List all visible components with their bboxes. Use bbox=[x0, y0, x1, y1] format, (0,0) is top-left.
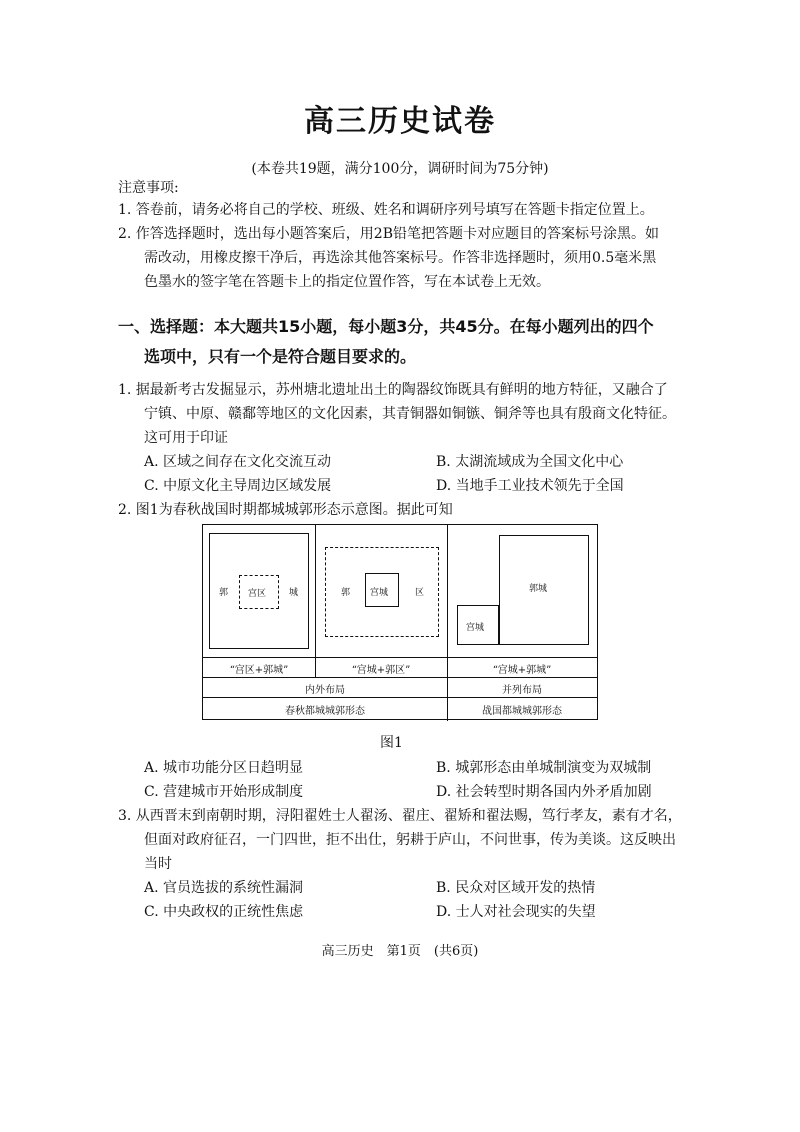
note-item-1: 1. 答卷前，请务必将自己的学校、班级、姓名和调研序列号填写在答题卡指定位置上。 bbox=[118, 202, 654, 218]
q2-option-d[interactable]: D. 社会转型时期各国内外矛盾加剧 bbox=[436, 784, 652, 800]
figure-row-line bbox=[203, 697, 597, 698]
q3-option-d[interactable]: D. 士人对社会现实的失望 bbox=[436, 904, 596, 920]
figure-row-line bbox=[203, 677, 597, 678]
notes-heading: 注意事项: bbox=[118, 180, 179, 196]
panel1-label-inner: 宫区 bbox=[248, 589, 267, 599]
q3-stem-line3: 当时 bbox=[144, 856, 172, 872]
figure-period-1: 春秋都城城郭形态 bbox=[285, 706, 365, 717]
q1-option-d[interactable]: D. 当地手工业技术领先于全国 bbox=[436, 478, 624, 494]
panel3-label-small: 宫城 bbox=[466, 623, 485, 633]
q2-stem: 2. 图1为春秋战国时期都城城郭形态示意图。据此可知 bbox=[118, 502, 453, 518]
section-heading-line1: 一、选择题：本大题共15小题，每小题3分，共45分。在每小题列出的四个 bbox=[118, 317, 654, 336]
figure-label-3: “宫城+郭城” bbox=[492, 665, 552, 676]
q2-option-b[interactable]: B. 城郭形态由单城制演变为双城制 bbox=[436, 760, 652, 776]
note-item-2-cont-1: 需改动，用橡皮擦干净后，再选涂其他答案标号。作答非选择题时，须用0.5毫米黑 bbox=[144, 250, 657, 266]
note-item-2: 2. 作答选择题时，选出每小题答案后，用2B铅笔把答题卡对应题目的答案标号涂黑。如 bbox=[118, 226, 660, 242]
page-footer: 高三历史 第1页 (共6页) bbox=[321, 944, 479, 959]
q1-option-a[interactable]: A. 区域之间存在文化交流互动 bbox=[144, 454, 332, 470]
q1-option-b[interactable]: B. 太湖流域成为全国文化中心 bbox=[436, 454, 624, 470]
panel1-label-left: 郭 bbox=[219, 588, 229, 598]
q1-stem-line1: 1. 据最新考古发掘显示，苏州塘北遗址出土的陶器纹饰既具有鲜明的地方特征，又融合了 bbox=[118, 382, 668, 398]
panel3-label-big: 郭城 bbox=[529, 584, 548, 594]
q3-stem-line2: 但面对政府征召，一门四世，拒不出仕，躬耕于庐山，不问世事，传为美谈。这反映出 bbox=[144, 832, 676, 848]
q3-option-b[interactable]: B. 民众对区域开发的热情 bbox=[436, 880, 596, 896]
figure-label-2: “宫城+郭区” bbox=[351, 665, 411, 676]
panel1-label-right: 城 bbox=[289, 588, 299, 598]
figure-divider bbox=[315, 525, 316, 657]
figure-period-2: 战国都城城郭形态 bbox=[482, 706, 562, 717]
section-heading-line2: 选项中，只有一个是符合题目要求的。 bbox=[144, 347, 417, 366]
figure-caption: 图1 bbox=[380, 735, 403, 751]
q2-option-a[interactable]: A. 城市功能分区日趋明显 bbox=[144, 760, 304, 776]
figure-layout-2: 并列布局 bbox=[502, 685, 542, 696]
figure-layout-1: 内外布局 bbox=[305, 685, 345, 696]
q1-option-c[interactable]: C. 中原文化主导周边区域发展 bbox=[144, 478, 332, 494]
q2-option-c[interactable]: C. 营建城市开始形成制度 bbox=[144, 784, 304, 800]
q3-option-a[interactable]: A. 官员选拔的系统性漏洞 bbox=[144, 880, 304, 896]
q3-option-c[interactable]: C. 中央政权的正统性焦虑 bbox=[144, 904, 304, 920]
section-heading bbox=[118, 312, 698, 372]
q1-stem-line2: 宁镇、中原、赣鄱等地区的文化因素，其青铜器如铜镞、铜斧等也具有殷商文化特征。 bbox=[144, 406, 676, 422]
figure-row-line bbox=[203, 657, 597, 658]
figure-label-1: “宫区+郭城” bbox=[229, 665, 289, 676]
page-title: 高三历史试卷 bbox=[304, 104, 496, 139]
panel2-label-left: 郭 bbox=[341, 588, 351, 598]
exam-info: (本卷共19题，满分100分，调研时间为75分钟) bbox=[251, 161, 549, 177]
q3-stem-line1: 3. 从西晋末到南朝时期，浔阳翟姓士人翟汤、翟庄、翟矫和翟法赐，笃行孝友，素有才名， bbox=[118, 808, 682, 824]
q1-stem-line3: 这可用于印证 bbox=[144, 430, 228, 446]
panel2-label-inner: 宫城 bbox=[370, 588, 389, 598]
city-layout-figure bbox=[202, 524, 598, 720]
note-item-2-cont-2: 色墨水的签字笔在答题卡上的指定位置作答，写在本试卷上无效。 bbox=[144, 274, 550, 290]
panel2-label-right: 区 bbox=[415, 588, 425, 598]
